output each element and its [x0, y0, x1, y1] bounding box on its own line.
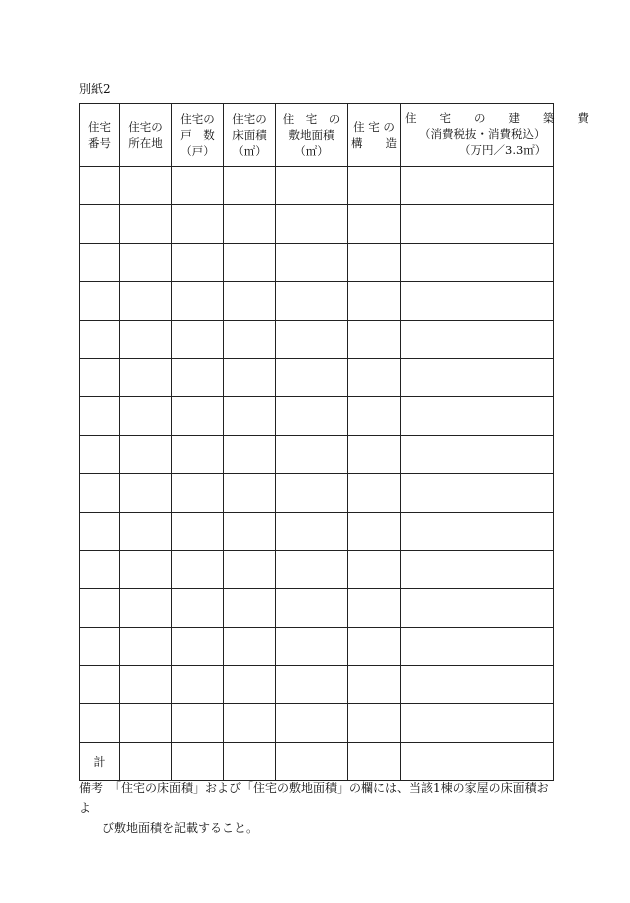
- table-cell[interactable]: [401, 512, 554, 550]
- table-cell[interactable]: [172, 474, 224, 512]
- table-cell[interactable]: [172, 167, 224, 205]
- table-row: [80, 205, 554, 243]
- housing-table: [79, 103, 589, 781]
- table-cell[interactable]: [80, 205, 120, 243]
- table-cell[interactable]: [120, 550, 172, 588]
- table-cell[interactable]: [348, 474, 401, 512]
- table-cell[interactable]: [80, 666, 120, 704]
- table-cell[interactable]: [172, 550, 224, 588]
- header-row: [80, 104, 554, 167]
- table-cell[interactable]: [401, 589, 554, 627]
- table-cell[interactable]: [172, 512, 224, 550]
- table-cell[interactable]: [348, 205, 401, 243]
- table-cell[interactable]: [348, 358, 401, 396]
- table-cell[interactable]: [401, 282, 554, 320]
- table-cell[interactable]: [276, 512, 348, 550]
- total-label: 計: [80, 742, 120, 780]
- table-cell[interactable]: [172, 320, 224, 358]
- table-cell[interactable]: [401, 435, 554, 473]
- table-cell[interactable]: [80, 550, 120, 588]
- table-cell[interactable]: [348, 243, 401, 281]
- table-cell[interactable]: [276, 550, 348, 588]
- table-cell[interactable]: [120, 358, 172, 396]
- table-cell[interactable]: [348, 282, 401, 320]
- table-cell[interactable]: [276, 167, 348, 205]
- header-site-area: 住 宅 の 敷地面積 （㎡）: [276, 104, 348, 167]
- table-cell[interactable]: [276, 474, 348, 512]
- table-cell[interactable]: [80, 435, 120, 473]
- table-row: [80, 243, 554, 281]
- table-cell[interactable]: [120, 589, 172, 627]
- header-house-number: 住宅 番号: [80, 104, 120, 167]
- table-cell[interactable]: [224, 589, 276, 627]
- table-cell[interactable]: [172, 358, 224, 396]
- table-cell[interactable]: [348, 742, 401, 780]
- table-cell[interactable]: [401, 704, 554, 742]
- table-cell[interactable]: [120, 666, 172, 704]
- table-cell[interactable]: [80, 282, 120, 320]
- table-cell[interactable]: [80, 512, 120, 550]
- table-cell[interactable]: [120, 243, 172, 281]
- table-cell[interactable]: [80, 589, 120, 627]
- table-row: [80, 358, 554, 396]
- table-cell[interactable]: [80, 243, 120, 281]
- table-cell[interactable]: [276, 358, 348, 396]
- table-cell[interactable]: [224, 358, 276, 396]
- table-cell[interactable]: [224, 704, 276, 742]
- table-row: [80, 589, 554, 627]
- table-row: [80, 550, 554, 588]
- table-cell[interactable]: [348, 435, 401, 473]
- table-row: [80, 512, 554, 550]
- table-cell[interactable]: [401, 167, 554, 205]
- table-cell[interactable]: [276, 205, 348, 243]
- table-cell[interactable]: [401, 550, 554, 588]
- table-row: [80, 627, 554, 665]
- table-row: [80, 320, 554, 358]
- table-cell[interactable]: [172, 627, 224, 665]
- table-cell[interactable]: [276, 704, 348, 742]
- table-cell[interactable]: [348, 550, 401, 588]
- table-cell[interactable]: [401, 358, 554, 396]
- table-cell[interactable]: [401, 474, 554, 512]
- table-cell[interactable]: [172, 282, 224, 320]
- table-cell[interactable]: [224, 167, 276, 205]
- table-cell[interactable]: [172, 397, 224, 435]
- table-cell[interactable]: [276, 666, 348, 704]
- table-cell[interactable]: [120, 704, 172, 742]
- header-unit-count: 住宅の 戸 数 （戸）: [172, 104, 224, 167]
- table-cell[interactable]: [224, 282, 276, 320]
- table-cell[interactable]: [172, 742, 224, 780]
- header-location: 住宅の 所在地: [120, 104, 172, 167]
- table-cell[interactable]: [348, 589, 401, 627]
- table-cell[interactable]: [224, 205, 276, 243]
- table-cell[interactable]: [401, 243, 554, 281]
- remarks-line-1: 備考 「住宅の床面積」および「住宅の敷地面積」の欄には、当該1棟の家屋の床面積およ: [79, 781, 549, 815]
- remarks-note: [79, 778, 559, 838]
- table-cell[interactable]: [224, 435, 276, 473]
- table-cell[interactable]: [401, 666, 554, 704]
- table-cell[interactable]: [80, 397, 120, 435]
- table-cell[interactable]: [224, 474, 276, 512]
- table-row: [80, 666, 554, 704]
- table-cell[interactable]: [401, 397, 554, 435]
- table-cell[interactable]: [276, 742, 348, 780]
- header-structure: 住 宅 の 構 造: [348, 104, 401, 167]
- table-cell[interactable]: [348, 167, 401, 205]
- table-cell[interactable]: [120, 205, 172, 243]
- table-cell[interactable]: [276, 282, 348, 320]
- table-row: [80, 474, 554, 512]
- table-cell[interactable]: [224, 243, 276, 281]
- table-cell[interactable]: [348, 627, 401, 665]
- table-cell[interactable]: [172, 666, 224, 704]
- table-cell[interactable]: [348, 512, 401, 550]
- table-cell[interactable]: [224, 666, 276, 704]
- table-cell[interactable]: [120, 320, 172, 358]
- table-cell[interactable]: [276, 435, 348, 473]
- table-cell[interactable]: [80, 704, 120, 742]
- table-cell[interactable]: [224, 397, 276, 435]
- document-label: 別紙2: [79, 82, 111, 96]
- table-cell[interactable]: [80, 167, 120, 205]
- remarks-line-2: び敷地面積を記載すること。: [102, 821, 259, 835]
- table-cell[interactable]: [401, 205, 554, 243]
- table-cell[interactable]: [120, 167, 172, 205]
- table-cell[interactable]: [80, 474, 120, 512]
- table-cell[interactable]: [224, 512, 276, 550]
- table-cell[interactable]: [172, 205, 224, 243]
- table-cell[interactable]: [224, 320, 276, 358]
- table-cell[interactable]: [224, 627, 276, 665]
- table-cell[interactable]: [120, 282, 172, 320]
- table-cell[interactable]: [120, 435, 172, 473]
- table-cell[interactable]: [120, 512, 172, 550]
- table-cell[interactable]: [172, 704, 224, 742]
- table-cell[interactable]: [120, 627, 172, 665]
- table-cell[interactable]: [120, 474, 172, 512]
- table-cell[interactable]: [172, 243, 224, 281]
- header-floor-area: 住宅の 床面積 （㎡）: [224, 104, 276, 167]
- table-cell[interactable]: [80, 358, 120, 396]
- table-cell[interactable]: [80, 627, 120, 665]
- table-row: [80, 167, 554, 205]
- table-cell[interactable]: [348, 704, 401, 742]
- table-cell[interactable]: [276, 320, 348, 358]
- table-cell[interactable]: [120, 742, 172, 780]
- table-cell[interactable]: [172, 435, 224, 473]
- table-row: [80, 397, 554, 435]
- table-cell[interactable]: [348, 397, 401, 435]
- table-cell[interactable]: [401, 742, 554, 780]
- table-cell[interactable]: [401, 320, 554, 358]
- table-cell[interactable]: [348, 666, 401, 704]
- table-row: [80, 282, 554, 320]
- total-row: [80, 742, 554, 780]
- table-cell[interactable]: [276, 589, 348, 627]
- table-cell[interactable]: [80, 320, 120, 358]
- table-cell[interactable]: [276, 243, 348, 281]
- table-cell[interactable]: [224, 550, 276, 588]
- table-cell[interactable]: [120, 397, 172, 435]
- table-cell[interactable]: [172, 589, 224, 627]
- table-cell[interactable]: [348, 320, 401, 358]
- header-construction-cost: 住 宅 の 建 築 費 （消費税抜・消費税込） （万円／3.3㎡）: [401, 104, 554, 167]
- table-cell[interactable]: [401, 627, 554, 665]
- table-cell[interactable]: [276, 397, 348, 435]
- table-row: [80, 435, 554, 473]
- table-cell[interactable]: [276, 627, 348, 665]
- table-cell[interactable]: [224, 742, 276, 780]
- table-row: [80, 704, 554, 742]
